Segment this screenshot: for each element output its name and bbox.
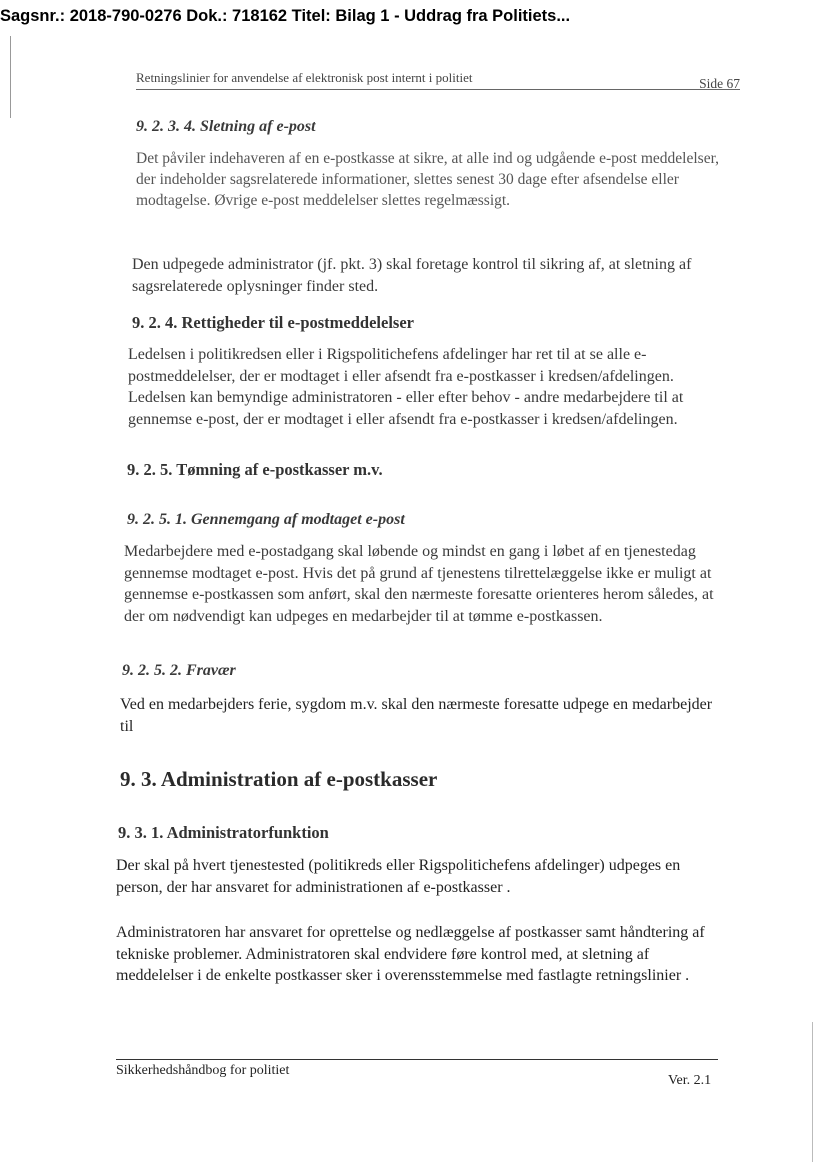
page-number: Side 67	[699, 76, 740, 91]
section-heading: 9. 2. 4. Rettigheder til e-postmeddelelser	[132, 313, 414, 332]
paragraph: Medarbejdere med e-postadgang skal løbende og mindst en gang i løbet af en tjenestedag gennemse modtaget e-post. Hvis det på grund af tjenestens tilrettelæggelse ikke er muligt at gennemse e-postkassen som anført, skal den nærmeste foresatte orienteres herom således, at der om nødvendigt kan udpeges en medarbejder til at tømme e-postkassen.	[124, 543, 714, 625]
section-heading: 9. 2. 5. 2. Fravær	[122, 662, 236, 679]
footer-rule	[116, 1059, 718, 1060]
scan-edge-line	[812, 1022, 813, 1162]
paragraph: Der skal på hvert tjenestested (politikreds eller Rigspolitichefens afdelinger) udpeges en person, der har ansvaret for administrationen af e-postkasser .	[116, 857, 681, 896]
section-heading: 9. 3. 1. Administratorfunktion	[118, 823, 329, 842]
paragraph: Den udpegede administrator (jf. pkt. 3) skal foretage kontrol til sikring af, at sletning af sagsrelaterede oplysninger finder sted.	[132, 256, 692, 295]
section-heading: 9. 2. 5. Tømning af e-postkasser m.v.	[127, 460, 383, 479]
section-heading: 9. 3. Administration af e-postkasser	[120, 767, 438, 791]
footer-version: Ver. 2.1	[668, 1073, 712, 1088]
footer-title: Sikkerhedshåndbog for politiet	[116, 1063, 290, 1078]
running-header	[136, 70, 740, 90]
paragraph: Ved en medarbejders ferie, sygdom m.v. skal den nærmeste foresatte udpege en medarbejder til	[120, 696, 713, 735]
paragraph: Ledelsen i politikredsen eller i Rigspolitichefens afdelinger har ret til at se alle e-postmeddelelser, der er modtaget i eller afsendt fra e-postkasser i kredsen/afdelingen. Ledelsen kan bemyndige administratoren - eller efter behov - andre medarbejdere til at gennemse e-post, der er modtaget i eller afsendt fra e-postkasser i kredsen/afdelingen.	[128, 346, 684, 428]
paragraph: Administratoren har ansvaret for oprettelse og nedlæggelse af postkasser samt håndtering af tekniske problemer. Administratoren skal endvidere føre kontrol med, at sletning af meddelelser i de enkelte postkasser sker i overensstemmelse med fastlagte retningslinier .	[116, 924, 705, 984]
section-heading: 9. 2. 3. 4. Sletning af e-post	[136, 118, 316, 135]
document-stamp: Sagsnr.: 2018-790-0276 Dok.: 718162 Titel: Bilag 1 - Uddrag fra Politiets...	[0, 7, 571, 25]
section-heading: 9. 2. 5. 1. Gennemgang af modtaget e-post	[127, 511, 405, 528]
scan-edge-line	[10, 36, 11, 118]
header-title: Retningslinier for anvendelse af elektronisk post internt i politiet	[136, 70, 473, 85]
paragraph: Det påviler indehaveren af en e-postkasse at sikre, at alle ind og udgående e-post meddelelser, der indeholder sagsrelaterede informationer, slettes senest 30 dage efter afsendelse eller modtagelse. Øvrige e-post meddelelser slettes regelmæssigt.	[136, 150, 719, 209]
